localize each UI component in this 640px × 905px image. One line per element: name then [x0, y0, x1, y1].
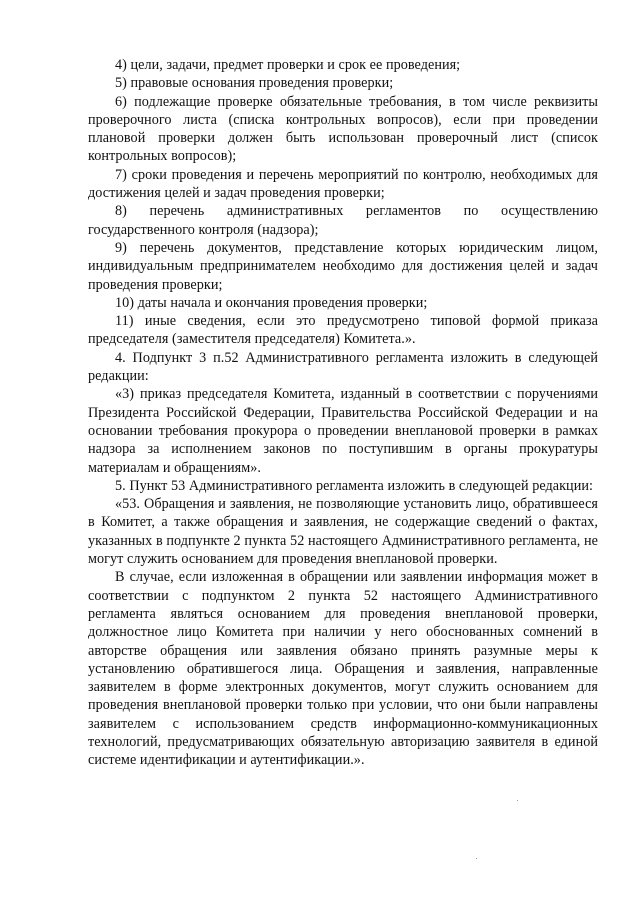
clause-53-text: «53. Обращения и заявления, не позволяющие установить лицо, обратившееся в Комитет, а также обращения и заявления, не содержащие сведений о фактах, указанных в подпункте 2 пункта 52 настоящего Административного регламента, не могут служить основанием для проведения внеплановой проверки. — [88, 496, 598, 568]
item-10-dates: 10) даты начала и окончания проведения проверки; — [115, 294, 428, 311]
item-8-regulations: 8) перечень административных регламентов по осуществлению государственного контроля (надзора); — [88, 203, 598, 238]
item-7-terms: 7) сроки проведения и перечень мероприятий по контролю, необходимых для достижения целей и задач проведения проверки; — [88, 166, 598, 202]
clause-53-continuation: В случае, если изложенная в обращении или заявлении информация может в соответствии с подпунктом 2 пункта 52 настоящего Административного регламента являться основанием для проведения внеплановой проверки, должностное лицо Комитета при наличии у него обоснованных сомнений в авторстве обращения или заявления обязано принять разумные меры к установлению обратившегося лица. Обращения и заявления, направленные заявителем в форме электронных документов, могут служить основанием для проведения внеплановой проверки только при условии, что они были направлены заявителем с использованием средств информационно-коммуникационных технологий, предусматривающих обязательную авторизацию заявителя в единой системе идентификации и аутентификации.». — [88, 569, 598, 769]
item-4-goals: 4) цели, задачи, предмет проверки и срок ее проведения; — [115, 57, 461, 73]
scan-speck — [476, 858, 477, 859]
item-9-documents: 9) перечень документов, представление которых юридическим лицом, индивидуальным предпринимателем необходимо для достижения целей и задач проведения проверки; — [88, 239, 598, 293]
document-body — [88, 56, 598, 770]
item-6-requirements: 6) подлежащие проверке обязательные требования, в том числе реквизиты проверочного листа (списка контрольных вопросов), если при проведении плановой проверки должен быть использован проверочный лист (список контрольных вопросов); — [88, 93, 598, 165]
clause-5-heading: 5. Пункт 53 Административного регламента изложить в следующей редакции: — [115, 477, 593, 494]
item-11-other: 11) иные сведения, если это предусмотрено типовой формой приказа председателя (заместителя председателя) Комитета.». — [88, 313, 598, 348]
clause-4-text: «3) приказ председателя Комитета, изданный в соответствии с поручениями Президента Российской Федерации, Правительства Российской Федерации и на основании требования прокурора о проведении внеплановой проверки в рамках надзора за исполнением законов по поступившим в органы прокуратуры материалам и обращениям». — [88, 386, 598, 476]
scan-speck — [517, 800, 518, 801]
clause-4-heading: 4. Подпункт 3 п.52 Административного регламента изложить в следующей редакции: — [88, 349, 598, 385]
item-5-legal-basis: 5) правовые основания проведения проверки; — [115, 75, 394, 92]
